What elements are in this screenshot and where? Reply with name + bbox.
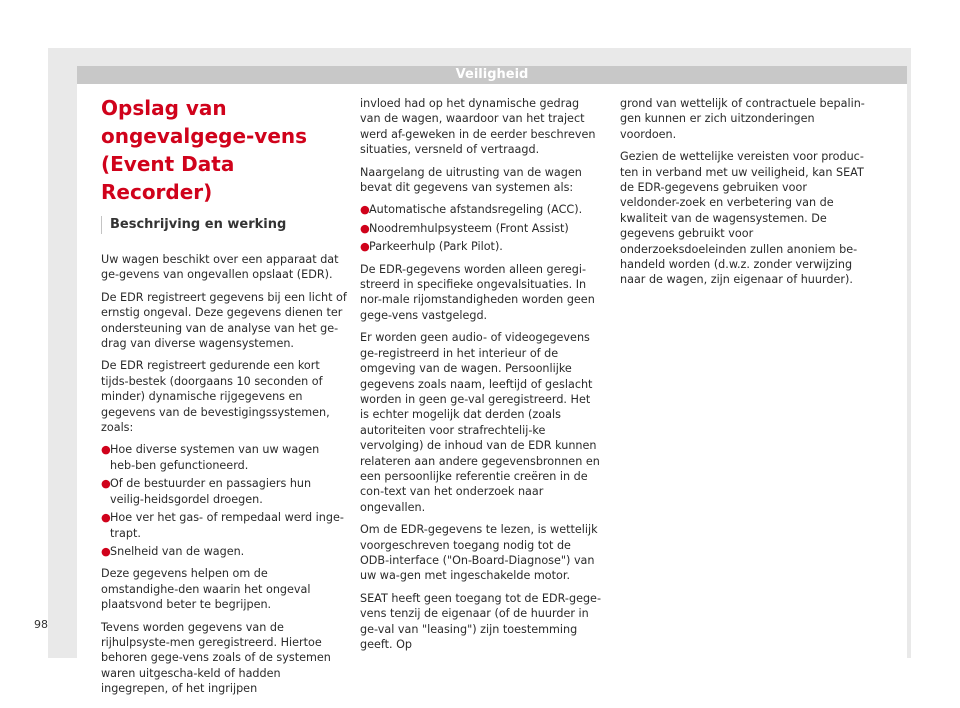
paragraph: Naargelang de uitrusting van de wagen bevat dit gegevens van systemen als: [360,165,582,195]
list-item [101,476,347,507]
bullet-list [360,202,602,254]
list-item [360,202,602,217]
list-item [101,544,347,559]
column-3 [620,96,865,295]
paragraph: De EDR registreert gedurende een kort tijds-bestek (doorgaans 10 seconden of minder) dynamische rijgegevens en gegevens van de bevestigingssystemen, zoals: [101,359,330,435]
list-item [360,239,602,254]
bullet-icon: ● [101,477,111,491]
paragraph: grond van wettelijk of contractuele bepalin-gen kunnen er zich uitzonderingen voordoen. [620,97,865,141]
section-subtitle: Beschrijving en werking [110,217,287,232]
paragraph: SEAT heeft geen toegang tot de EDR-gege-vens tenzij de eigenaar (of de huurder in ge-val van "leasing") zijn toestemming geeft. Op [360,591,601,651]
column-1 [101,90,347,704]
list-item-text: Automatische afstandsregeling (ACC). [369,203,583,217]
subtitle-block [101,216,347,234]
section-header-bar [77,66,907,84]
paragraph: Uw wagen beschikt over een apparaat dat ge-gevens van ongevallen opslaat (EDR). [101,253,339,282]
list-item [101,510,347,541]
list-item [101,442,347,473]
paragraph: invloed had op het dynamische gedrag van de wagen, waardoor van het traject werd af-geweken in de eerder beschreven situaties, versneld of vertraagd. [360,97,596,157]
list-item [360,221,602,236]
paragraph: Tevens worden gegevens van de rijhulpsyste-men geregistreerd. Hiertoe behoren gege-vens zoals of de systemen waren uitgescha-keld of hadden ingegrepen, of het ingrijpen [101,620,331,696]
list-item-text: Parkeerhulp (Park Pilot). [369,240,503,254]
section-title: Veiligheid [455,67,529,82]
paragraph: De EDR registreert gegevens bij een licht of ernstig ongeval. Deze gegevens dienen ter ondersteuning van de analyse van het ge-drag van diverse wagensystemen. [101,290,347,351]
bullet-icon: ● [360,240,370,254]
bullet-icon: ● [101,544,111,558]
list-item-text: Hoe ver het gas- of rempedaal werd inge-trapt. [110,511,344,540]
paragraph: Om de EDR-gegevens te lezen, is wettelijk voorgeschreven toegang nodig tot de ODB-interface ("On-Board-Diagnose") van uw wa-gen met ingeschakelde motor. [360,523,598,583]
paragraph: Gezien de wettelijke vereisten voor produc-ten in verband met uw veiligheid, kan SEAT de EDR-gegevens gebruiken voor veldonder-zoek en verbetering van de kwaliteit van de wagensystemen. De gegevens gebruikt voor onderzoeksdoeleinden zullen anoniem be-handeld worden (d.w.z. zonder verwijzing naar de wagen, zijn eigenaar of huurder). [620,150,864,287]
bullet-icon: ● [360,203,370,217]
list-item-text: Hoe diverse systemen van uw wagen heb-ben gefunctioneerd. [110,443,320,472]
paragraph: De EDR-gegevens worden alleen geregi-streerd in specifieke ongevalsituaties. In nor-male rijomstandigheden worden geen gege-vens vastgelegd. [360,262,595,322]
paragraph: Er worden geen audio- of videogegevens ge-registreerd in het interieur of de omgeving van de wagen. Persoonlijke gegevens zoals naam, leeftijd of geslacht worden in geen ge-val geregistreerd. Het is echter mogelijk dat derden (zoals autoriteiten voor strafrechtelij-ke vervolging) de inhoud van de EDR kunnen relateren aan andere gegevensbronnen en een persoonlijke referentie creëren in de con-text van het onderzoek naar ongevallen. [360,331,600,514]
bullet-icon: ● [101,443,111,457]
column-2 [360,96,602,659]
page-title: Opslag van ongevalgege-vens (Event Data Recorder) [101,96,308,204]
bullet-icon: ● [360,221,370,235]
page-number: 98 [34,618,48,631]
list-item-text: Snelheid van de wagen. [110,544,245,558]
list-item-text: Of de bestuurder en passagiers hun veilig-heidsgordel droegen. [110,477,312,506]
bullet-icon: ● [101,511,111,525]
page-background [48,48,911,696]
list-item-text: Noodremhulpsysteem (Front Assist) [369,221,569,235]
manual-page [77,66,907,696]
paragraph: Deze gegevens helpen om de omstandighe-den waarin het ongeval plaatsvond beter te begrijpen. [101,567,311,612]
bullet-list [101,442,347,559]
